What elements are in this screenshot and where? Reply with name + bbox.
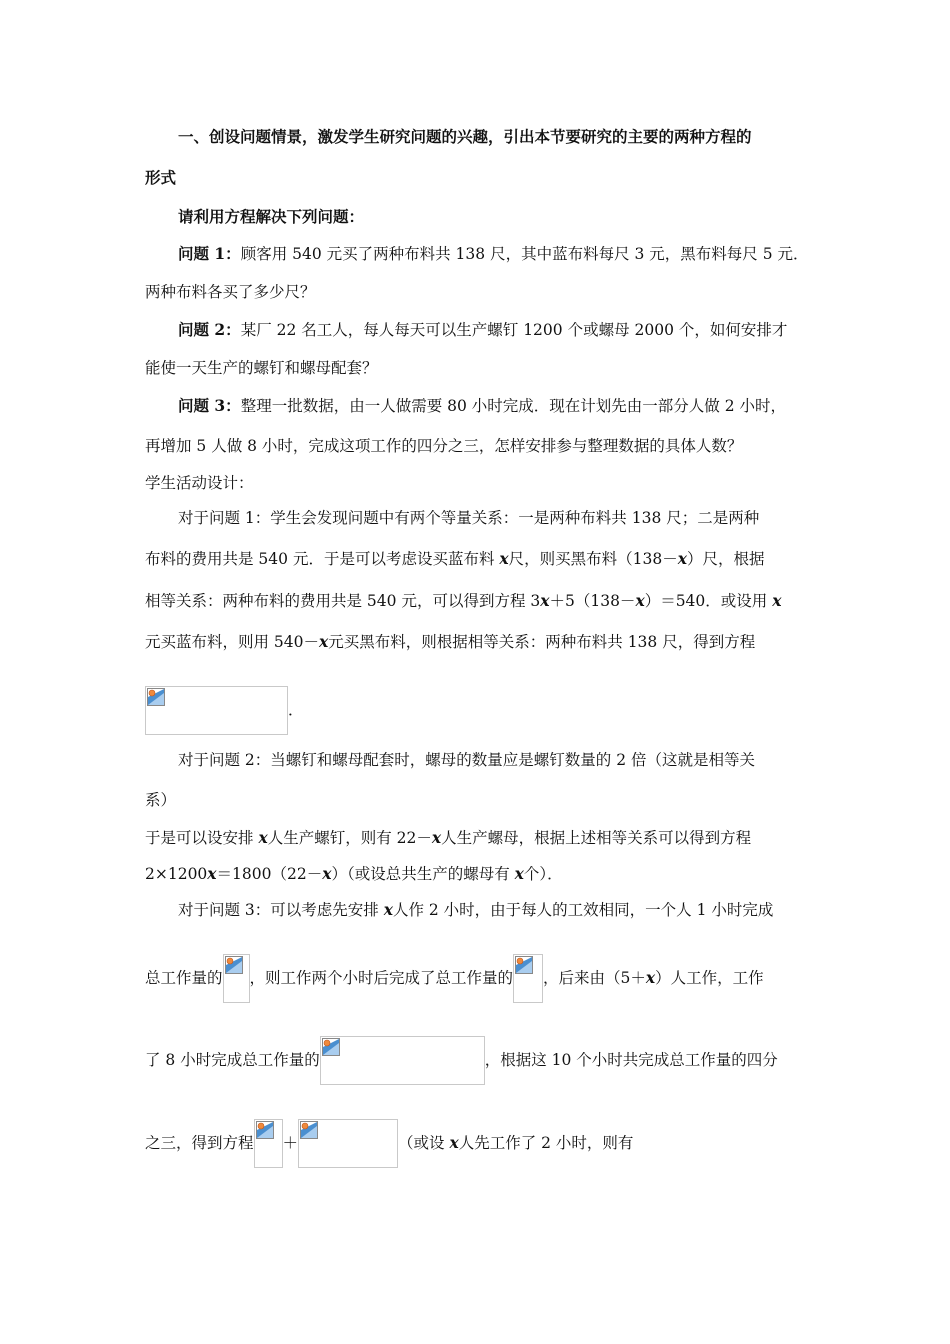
var-x: x — [677, 549, 687, 568]
p3-line1: 对于问题 3：可以考虑先安排 x人作 2 小时，由于每人的工效相同，一个人 1 小时完成 — [178, 900, 774, 919]
var-x: x — [772, 591, 782, 610]
broken-image-icon — [225, 956, 243, 974]
problem-3-text: 整理一批数据，由一人做需要 80 小时完成．现在计划先由一部分人做 2 小时， — [240, 397, 786, 415]
fraction-image-2 — [513, 954, 543, 1003]
p1-line3: 相等关系：两种布料的费用共是 540 元，可以得到方程 3x＋5（138－x）＝540．或设用 x — [145, 591, 782, 610]
p3-line2: 总工作量的 ，则工作两个小时后完成了总工作量的 ，后来由（5＋x）人工作，工作 — [145, 953, 764, 1002]
broken-image-icon — [256, 1121, 274, 1139]
var-x: x — [540, 591, 550, 610]
var-x: x — [635, 591, 645, 610]
problem-3-label: 问题 3： — [178, 396, 241, 415]
var-x: x — [499, 549, 509, 568]
p3-line3: 了 8 小时完成总工作量的 ，根据这 10 个小时共完成总工作量的四分 — [145, 1036, 778, 1085]
var-x: x — [319, 632, 329, 651]
fraction-image-1 — [223, 954, 250, 1003]
var-x: x — [449, 1133, 459, 1152]
var-x: x — [645, 968, 656, 987]
broken-image-icon — [300, 1121, 318, 1139]
problem-1-line2: 两种布料各买了多少尺？ — [145, 283, 316, 301]
intro-text: 请利用方程解决下列问题： — [178, 207, 365, 226]
var-x: x — [258, 828, 268, 847]
p2-line4: 2×1200x＝1800（22－x）（或设总共生产的螺母有 x个）． — [145, 864, 563, 883]
p1-line2: 布料的费用共是 540 元．于是可以考虑设买蓝布料 x尺，则买黑布料（138－x）尺，根据 — [145, 549, 765, 568]
problem-2-text: 某厂 22 名工人，每人每天可以生产螺钉 1200 个或螺母 2000 个，如何安排才 — [240, 321, 788, 339]
fraction-image-3 — [254, 1119, 283, 1168]
problem-3-line1 — [178, 396, 786, 416]
problem-2-line2: 能使一天生产的螺钉和螺母配套？ — [145, 359, 378, 377]
p1-line4: 元买蓝布料，则用 540－x元买黑布料，则根据相等关系：两种布料共 138 尺，得到方程 — [145, 632, 756, 651]
problem-2-label: 问题 2： — [178, 320, 241, 339]
problem-2-line1 — [178, 320, 787, 340]
p3-line4: 之三，得到方程 ＋ （或设 x人先工作了 2 小时，则有 — [145, 1118, 633, 1167]
var-x: x — [383, 900, 393, 919]
var-x: x — [207, 864, 217, 883]
var-x: x — [514, 864, 524, 883]
expression-image-2 — [298, 1119, 398, 1168]
equation-image-1 — [145, 686, 288, 735]
section-heading-line1: 一、创设问题情景，激发学生研究问题的兴趣，引出本节要研究的主要的两种方程的 — [178, 127, 752, 146]
broken-image-icon — [515, 956, 533, 974]
p2-line2: 系） — [145, 791, 177, 809]
p2-line3: 于是可以设安排 x人生产螺钉，则有 22－x人生产螺母，根据上述相等关系可以得到方程 — [145, 828, 752, 847]
problem-1-label: 问题 1： — [178, 244, 241, 263]
broken-image-icon — [147, 688, 165, 706]
p1-line1: 对于问题 1：学生会发现问题中有两个等量关系：一是两种布料共 138 尺；二是两种 — [178, 509, 760, 527]
expression-image-1 — [320, 1036, 485, 1085]
p1-line5: ． — [145, 686, 304, 735]
broken-image-icon — [322, 1038, 340, 1056]
problem-3-line2: 再增加 5 人做 8 小时，完成这项工作的四分之三，怎样安排参与整理数据的具体人数？ — [145, 437, 743, 455]
section-heading-line2: 形式 — [145, 168, 177, 187]
var-x: x — [322, 864, 332, 883]
problem-1-line1 — [178, 244, 809, 264]
activity-title: 学生活动设计： — [145, 474, 254, 492]
p2-line1: 对于问题 2：当螺钉和螺母配套时，螺母的数量应是螺钉数量的 2 倍（这就是相等关 — [178, 751, 756, 769]
var-x: x — [431, 828, 442, 847]
problem-1-text: 顾客用 540 元买了两种布料共 138 尺，其中蓝布料每尺 3 元，黑布料每尺 5 元． — [240, 245, 809, 263]
